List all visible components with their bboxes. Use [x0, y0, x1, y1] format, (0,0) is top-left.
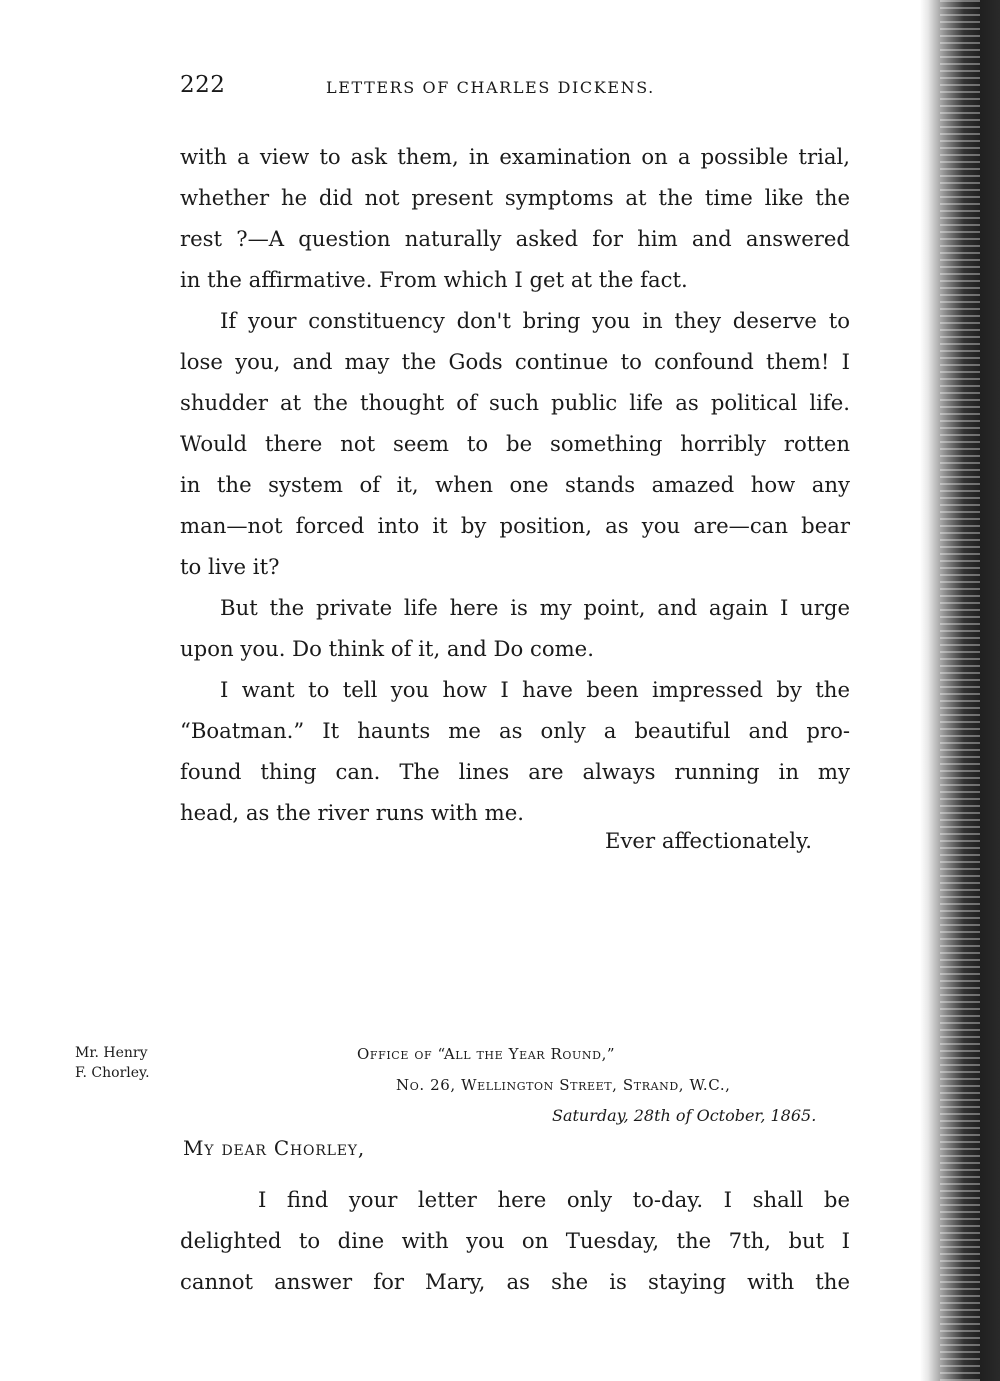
text-line: head, as the river runs with me. [180, 800, 524, 825]
letter1-body [180, 136, 850, 833]
text-line: upon you. Do think of it, and Do come. [180, 636, 594, 661]
text-line: man—not forced into it by position, as you are—can bear [180, 513, 850, 538]
running-header [178, 72, 858, 106]
page-number: 222 [180, 72, 226, 98]
salutation: My dear Chorley, [183, 1136, 365, 1160]
text-line: But the private life here is my point, and again I urge [220, 595, 850, 620]
text-line: in the system of it, when one stands amazed how any [180, 472, 850, 497]
running-title: LETTERS OF CHARLES DICKENS. [326, 78, 655, 97]
text-line: Would there not seem to be something horribly rotten [180, 431, 850, 456]
text-line: lose you, and may the Gods continue to confound them! I [180, 349, 850, 374]
page-edge-texture [940, 0, 980, 1381]
recipient-name-line: Mr. Henry [75, 1045, 148, 1061]
address-line-1: Office of “All the Year Round,” [357, 1045, 616, 1063]
text-line: I find your letter here only to-day. I shall be [258, 1187, 850, 1212]
text-line: If your constituency don't bring you in they deserve to [220, 308, 850, 333]
text-line: with a view to ask them, in examination on a possible trial, [180, 144, 850, 169]
text-line: to live it? [180, 554, 280, 579]
letter2-body [180, 1179, 850, 1302]
text-line: whether he did not present symptoms at the time like the [180, 185, 850, 210]
text-line: cannot answer for Mary, as she is staying with the [180, 1269, 850, 1294]
text-line: in the affirmative. From which I get at the fact. [180, 267, 688, 292]
letter1-closing: Ever affectionately. [605, 828, 812, 853]
recipient-margin-note [75, 1043, 150, 1083]
text-line: “Boatman.” It haunts me as only a beautiful and pro- [180, 718, 850, 743]
text-line: delighted to dine with you on Tuesday, the 7th, but I [180, 1228, 850, 1253]
address-line-2: No. 26, Wellington Street, Strand, W.C., [396, 1076, 731, 1094]
text-line: found thing can. The lines are always running in my [180, 759, 850, 784]
recipient-name-line: F. Chorley. [75, 1065, 150, 1081]
text-line: shudder at the thought of such public life as political life. [180, 390, 850, 415]
text-line: I want to tell you how I have been impressed by the [220, 677, 850, 702]
letter-date: Saturday, 28th of October, 1865. [552, 1106, 817, 1125]
text-line: rest ?—A question naturally asked for him and answered [180, 226, 850, 251]
